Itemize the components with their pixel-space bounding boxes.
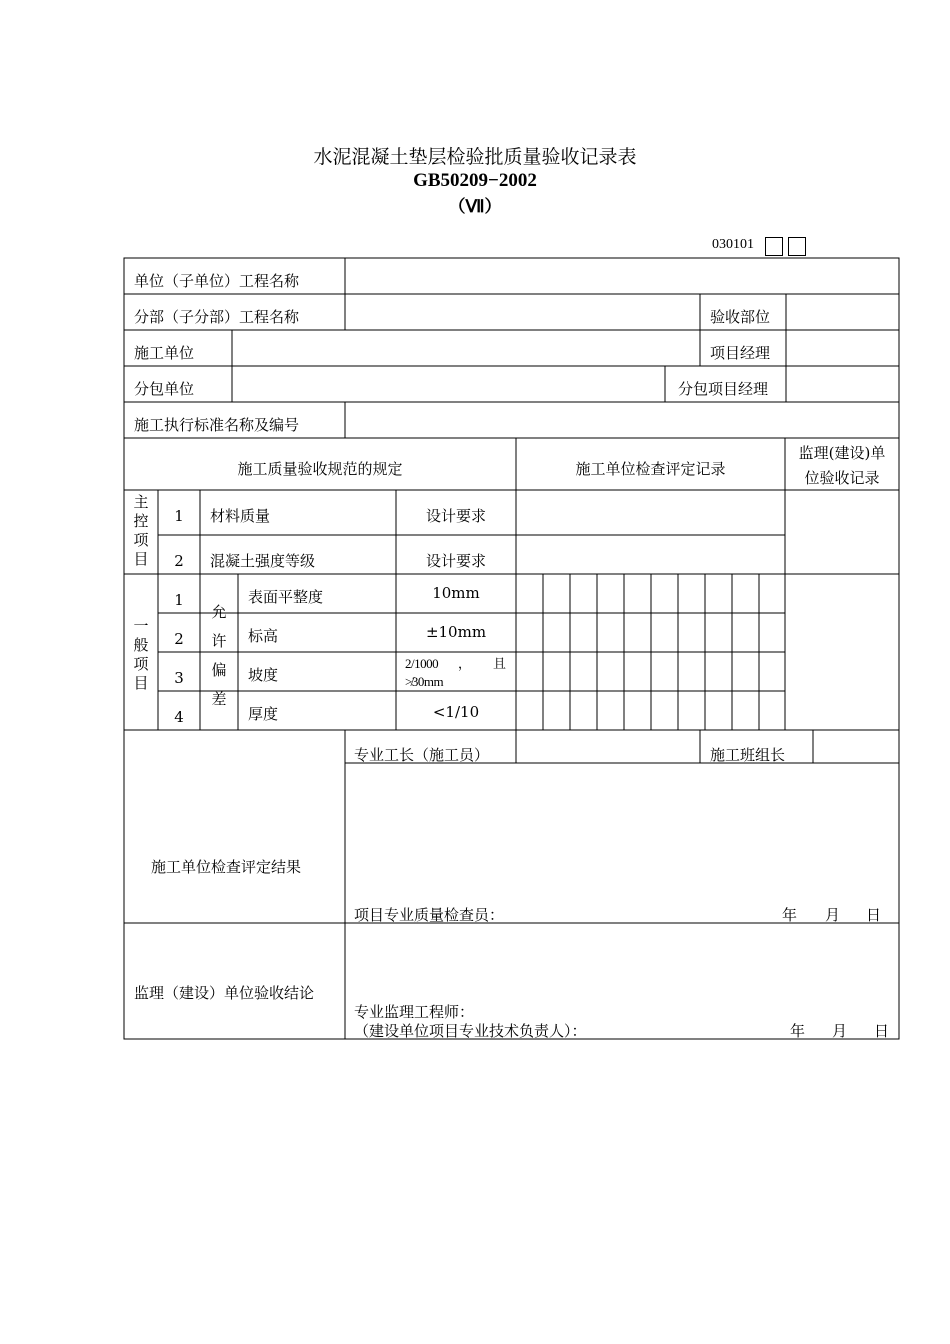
main-row-2-req: 设计要求 — [425, 552, 486, 570]
result-section-label: 施工单位检查评定结果 — [151, 858, 302, 876]
tolerance-char-2: 许 — [211, 632, 227, 650]
main-row-1-item: 材料质量 — [210, 507, 271, 525]
general-group-char-2: 般 — [133, 636, 149, 654]
general-group-char-1: 一 — [133, 617, 149, 635]
general-row-1-item: 表面平整度 — [248, 588, 324, 606]
standard-name-label: 施工执行标准名称及编号 — [134, 416, 300, 434]
acceptance-part-label: 验收部位 — [710, 308, 771, 326]
conclusion-day: 日 — [874, 1022, 890, 1040]
sub-project-label: 分部（子分部）工程名称 — [134, 308, 300, 326]
general-row-2-item: 标高 — [248, 627, 279, 645]
spec-column-head: 施工质量验收规范的规定 — [237, 460, 403, 478]
main-row-2-item: 混凝土强度等级 — [210, 552, 316, 570]
supervision-column-head-2: 位验收记录 — [804, 469, 880, 487]
owner-rep-label: （建设单位项目专业技术负责人）： — [354, 1022, 587, 1040]
general-row-2-no: 2 — [174, 630, 184, 648]
general-row-4-req: <1/10 — [432, 703, 480, 721]
foreman-label: 专业工长（施工员） — [354, 746, 490, 764]
general-row-3-no: 3 — [174, 669, 184, 687]
general-row-1-no: 1 — [174, 591, 184, 609]
general-row-4-item: 厚度 — [248, 705, 279, 723]
main-row-1-req: 设计要求 — [425, 507, 486, 525]
main-group-char-3: 项 — [133, 531, 149, 549]
general-row-2-req: ±10mm — [425, 623, 487, 641]
conclusion-section-label: 监理（建设）单位验收结论 — [134, 984, 315, 1002]
general-row-3-req-comma: ， — [458, 656, 471, 671]
result-month: 月 — [825, 906, 841, 924]
main-row-1-no: 1 — [174, 507, 184, 525]
construction-unit-label: 施工单位 — [134, 344, 195, 362]
tolerance-char-4: 差 — [211, 690, 227, 708]
tolerance-char-1: 允 — [211, 603, 227, 621]
form-subtitle: （Ⅶ） — [448, 197, 502, 216]
general-group-char-4: 目 — [133, 674, 149, 692]
form-code: 030101 — [712, 237, 754, 252]
unit-project-label: 单位（子单位）工程名称 — [134, 272, 300, 290]
inspector-label: 项目专业质量检查员： — [354, 906, 505, 924]
general-row-3-req-limit: ≯30mm — [405, 674, 444, 689]
supervising-engineer-label: 专业监理工程师： — [354, 1003, 475, 1021]
tolerance-char-3: 偏 — [211, 661, 227, 679]
general-row-4-no: 4 — [174, 708, 184, 726]
general-row-3-item: 坡度 — [248, 666, 279, 684]
general-row-3-req-ratio: 2/1000 — [405, 656, 439, 671]
form-title: 水泥混凝土垫层检验批质量验收记录表 — [313, 146, 637, 168]
conclusion-year: 年 — [790, 1022, 806, 1040]
standard-code: GB50209−2002 — [413, 170, 537, 191]
project-manager-label: 项目经理 — [710, 344, 771, 362]
result-day: 日 — [866, 906, 882, 924]
general-group-char-3: 项 — [133, 655, 149, 673]
general-row-3-req-and: 且 — [493, 656, 506, 671]
main-group-char-1: 主 — [133, 493, 149, 511]
team-leader-label: 施工班组长 — [710, 746, 786, 764]
conclusion-month: 月 — [832, 1022, 848, 1040]
general-row-1-req: 10mm — [432, 584, 480, 602]
main-row-2-no: 2 — [174, 552, 184, 570]
subcontract-manager-label: 分包项目经理 — [678, 380, 769, 398]
supervision-column-head-1: 监理(建设)单 — [798, 444, 886, 462]
check-record-column-head: 施工单位检查评定记录 — [575, 460, 726, 478]
result-year: 年 — [782, 906, 798, 924]
subcontract-unit-label: 分包单位 — [134, 380, 195, 398]
main-group-char-4: 目 — [133, 550, 149, 568]
main-group-char-2: 控 — [133, 512, 149, 530]
